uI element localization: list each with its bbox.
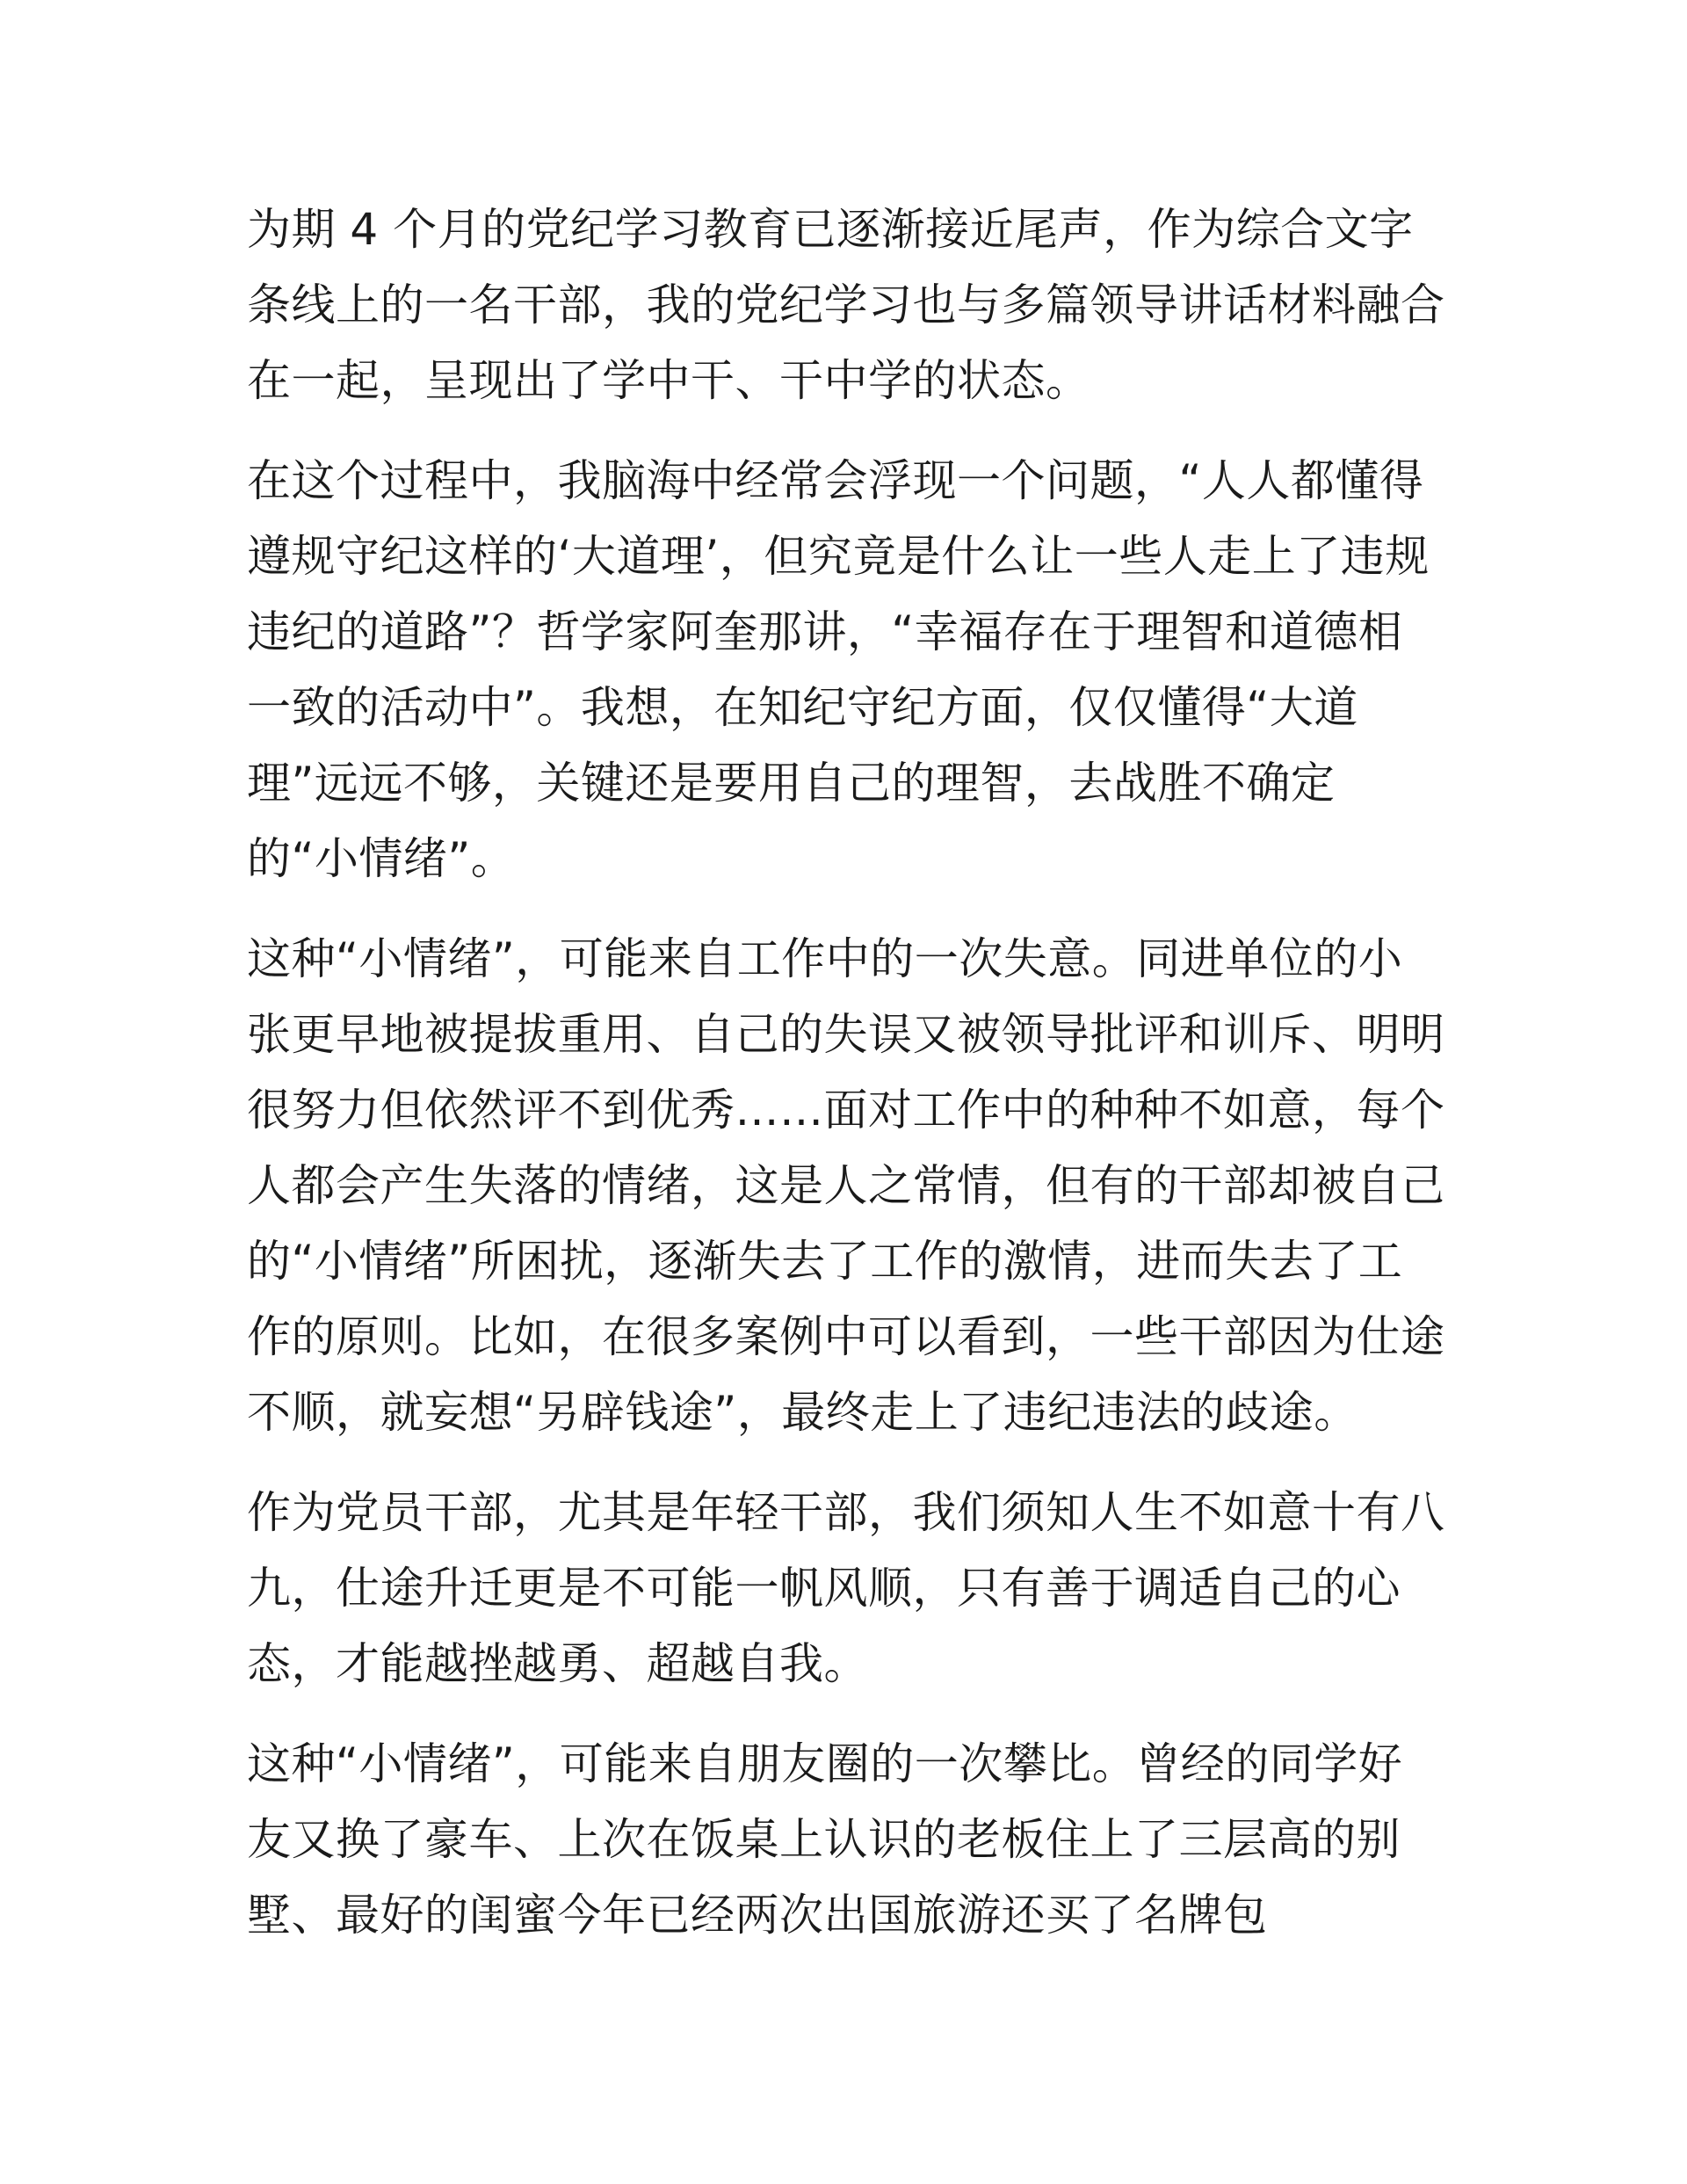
text-line: 张更早地被提拔重用、自己的失误又被领导批评和训斥、明明	[247, 1009, 1445, 1060]
text-line: 不顺，就妄想“另辟钱途”，最终走上了违纪违法的歧途。	[247, 1387, 1358, 1438]
text-line: 墅、最好的闺蜜今年已经两次出国旅游还买了名牌包	[247, 1890, 1268, 1941]
text-line: 态，才能越挫越勇、超越自我。	[247, 1638, 868, 1689]
text-line: 的“小情绪”。	[247, 833, 516, 884]
text-line: 这种“小情绪”，可能来自工作中的一次失意。同进单位的小	[247, 933, 1403, 984]
text-line: 遵规守纪这样的‘大道理’，但究竟是什么让一些人走上了违规	[247, 531, 1430, 582]
text-line: 九，仕途升迁更是不可能一帆风顺，只有善于调适自己的心	[247, 1563, 1401, 1614]
text-line: 很努力但依然评不到优秀……面对工作中的种种不如意，每个	[247, 1085, 1445, 1136]
text-line: 在这个过程中，我脑海中经常会浮现一个问题，“人人都懂得	[247, 455, 1424, 506]
paragraph-5	[247, 1726, 1442, 1953]
article-body	[247, 192, 1445, 1977]
text-line: 作为党员干部，尤其是年轻干部，我们须知人生不如意十有八	[247, 1487, 1445, 1538]
paragraph-4	[247, 1475, 1445, 1701]
text-line: 在一起，呈现出了学中干、干中学的状态。	[247, 355, 1090, 406]
text-line: 为期 4 个月的党纪学习教育已逐渐接近尾声，作为综合文字	[247, 204, 1414, 255]
text-line: 人都会产生失落的情绪，这是人之常情，但有的干部却被自己	[247, 1160, 1445, 1211]
paragraph-1	[247, 192, 1445, 418]
text-line: 的“小情绪”所困扰，逐渐失去了工作的激情，进而失去了工	[247, 1236, 1403, 1287]
text-line: 这种“小情绪”，可能来自朋友圈的一次攀比。曾经的同学好	[247, 1738, 1403, 1789]
text-line: 理”远远不够，关键还是要用自己的理智，去战胜不确定	[247, 758, 1336, 809]
text-line: 作的原则。比如，在很多案例中可以看到，一些干部因为仕途	[247, 1311, 1445, 1362]
paragraph-2	[247, 443, 1442, 896]
paragraph-3	[247, 921, 1445, 1450]
text-line: 友又换了豪车、上次在饭桌上认识的老板住上了三层高的别	[247, 1814, 1401, 1865]
text-line: 条线上的一名干部，我的党纪学习也与多篇领导讲话材料融合	[247, 279, 1445, 330]
text-line: 违纪的道路”？哲学家阿奎那讲，“幸福存在于理智和道德相	[247, 606, 1403, 657]
text-line: 一致的活动中”。我想，在知纪守纪方面，仅仅懂得“大道	[247, 682, 1358, 733]
